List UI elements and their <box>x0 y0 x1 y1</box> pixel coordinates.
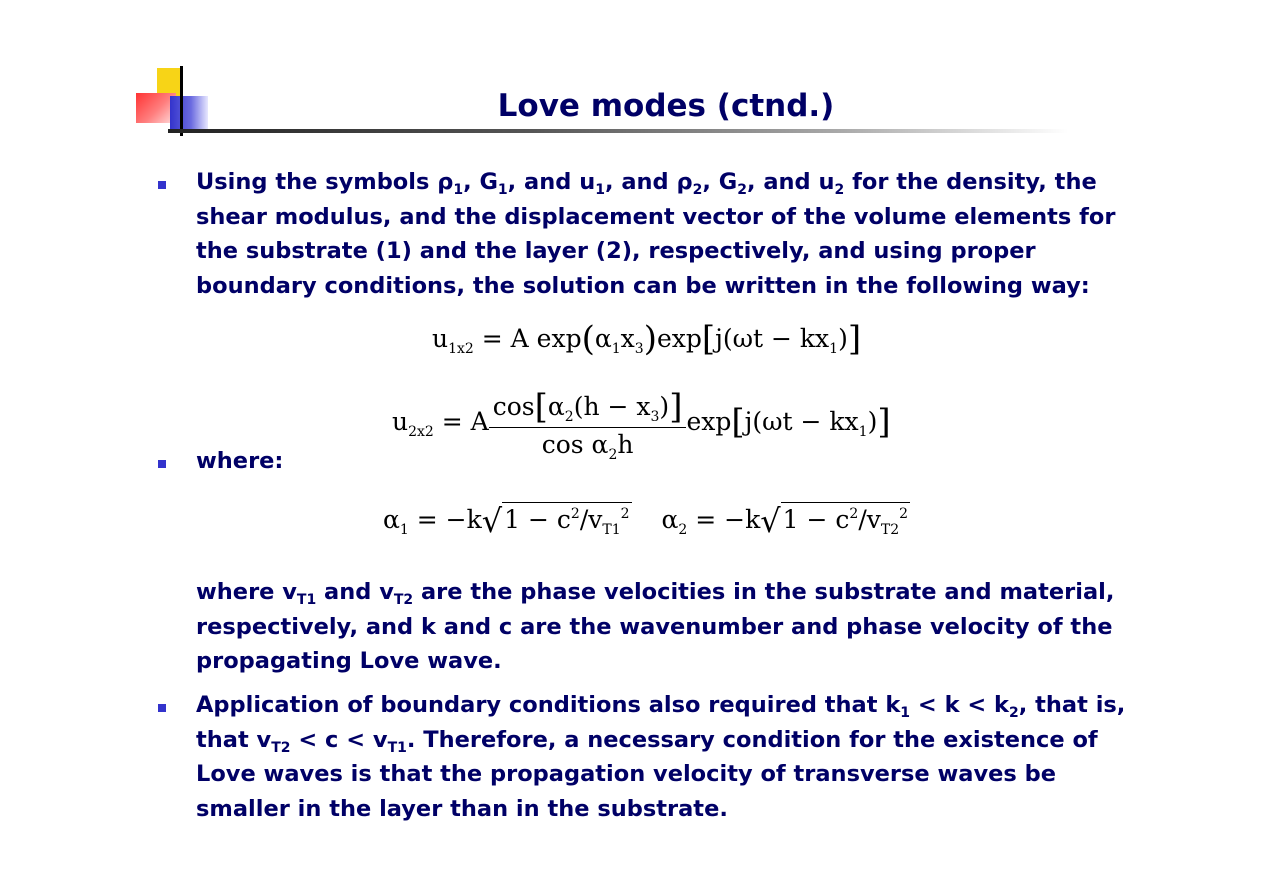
equation-u2: $u_{2x2} = A$ $\frac{\cos[\alpha_2(h - x_3)]}{\cos \alpha_2h}$ $\exp[j(\omega t - kx_1)]$ <box>392 387 891 463</box>
equation-u1: $u_{1x2} = A$ $\exp(\alpha_1x_3)\exp[j(\omega t - kx_1)]$ <box>432 319 862 359</box>
bullet-text-1: Using the symbols $\rho_1$, $G_1$, and $u_1$, and $\rho_2$, $G_2$, and $u_2$ for the density, the shear modulus, and the displacement vector of the volume elements for the substrate (1) and the layer (2), respectively, and using proper boundary conditions, the solution can be written in the following way: <box>196 169 1116 299</box>
slide-title: Love modes (ctnd.) <box>497 88 835 124</box>
bullet-text-2: where: <box>196 448 284 474</box>
bullet-text-3: Application of boundary conditions also required that $k_1 < k < k_2$, that is, that $v_{T2} < c < v_{T1}$. Therefore, a necessary condition for the existence of Love waves is that the propagation velocity of transverse waves be smaller in the layer than in the substrate. <box>196 692 1126 822</box>
equation-u2-fraction: $\frac{\cos[\alpha_2(h - x_3)]}{\cos \alpha_2h}$ <box>489 390 687 457</box>
where-paragraph: where $v_{T1}$ and $v_{T2}$ are the phase velocities in the substrate and material, respectively, and k and c are the wavenumber and phase velocity of the propagating Love wave. <box>196 579 1115 674</box>
bullet-marker <box>158 704 166 712</box>
equation-alpha: $\alpha_1 = -k√1 - c^2/v_{T1}^2$ $\alpha_2 = -k√1 - c^2/v_{T2}^2$ <box>383 502 909 540</box>
title-underline <box>168 129 1068 133</box>
bullet-marker <box>158 181 166 189</box>
bullet-marker <box>158 460 166 468</box>
